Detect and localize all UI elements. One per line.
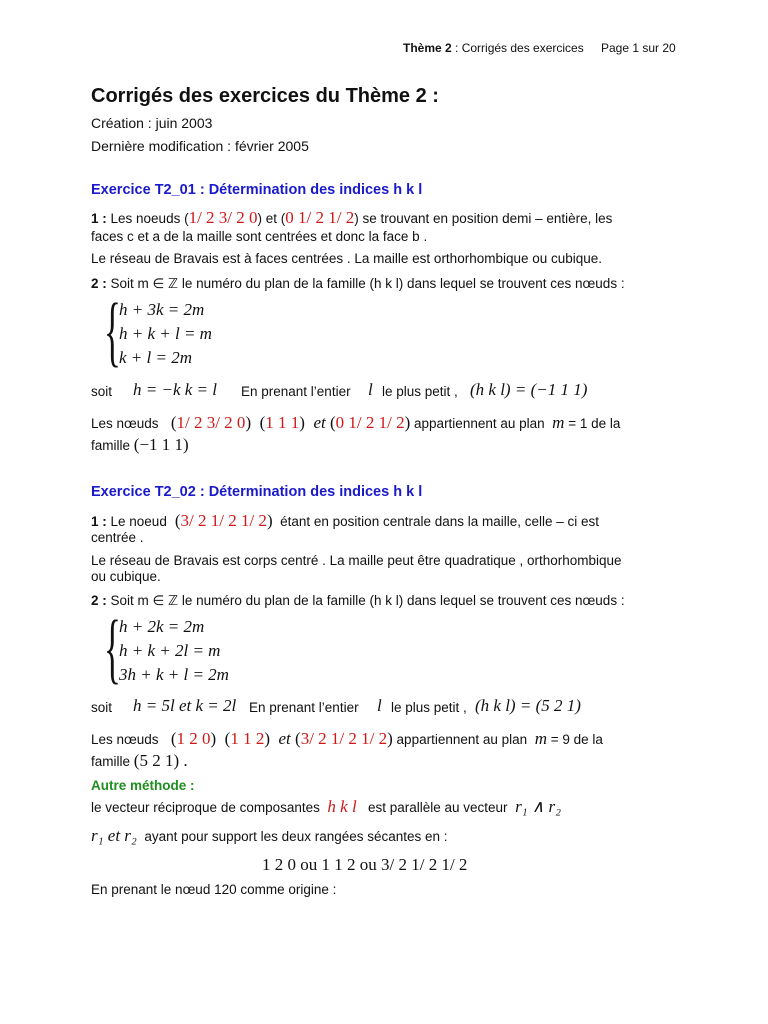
autre-line1-text: le vecteur réciproque de composantes xyxy=(91,800,320,815)
creation-date: Création : juin 2003 xyxy=(91,115,213,131)
ex1-equation-2: h + k + l = m xyxy=(119,324,212,343)
ex1-paragraph-2: Le réseau de Bravais est à faces centrées . La maille est orthorhombique ou cubique. xyxy=(91,251,603,266)
ex1-node-c: 0 1/ 2 1/ 2 xyxy=(335,413,405,432)
autre-vectors: r₁ et r₂ xyxy=(91,826,137,845)
autre-hkl: h k l xyxy=(327,797,357,816)
ex2-system-brace: { xyxy=(104,604,121,691)
ex1-solution: h = −k k = l xyxy=(133,380,217,399)
ex1-paragraph-3 xyxy=(91,276,625,292)
ex2-m-symbol: m xyxy=(534,729,547,748)
ex2-equation-1: h + 2k = 2m xyxy=(119,617,205,636)
autre-methode-heading: Autre méthode : xyxy=(91,778,195,793)
ex1-sol-text: En prenant l’entier xyxy=(241,384,351,399)
ex2-node-c: 3/ 2 1/ 2 1/ 2 xyxy=(300,729,388,748)
ex1-m-value: = 1 de la xyxy=(568,416,621,431)
autre-rows: 1 2 0 ou 1 1 2 ou 3/ 2 1/ 2 1/ 2 xyxy=(262,855,468,874)
ex2-nodes-line: Les nœuds (1 2 0) (1 1 2) et (3/ 2 1/ 2 1/ 2) appartiennent au plan m = 9 de la xyxy=(91,729,603,748)
ex1-famille-label: famille xyxy=(91,438,131,453)
ex1-node-b: 1 1 1 xyxy=(265,413,300,432)
ex1-p1-num: 1 : xyxy=(91,211,107,226)
ex1-m-symbol: m xyxy=(552,413,565,432)
header-theme-bold: Thème 2 xyxy=(403,41,452,55)
autre-line1b: est parallèle au vecteur xyxy=(367,800,508,815)
ex2-sol-text2: le plus petit , xyxy=(391,700,467,715)
ex1-sol-l: l xyxy=(368,380,373,399)
ex1-sol-text2: le plus petit , xyxy=(382,384,458,399)
ex2-p1-b: étant en position centrale dans la maille, celle – ci est xyxy=(280,514,600,529)
autre-line-1 xyxy=(91,797,561,817)
ex1-equation-3: k + l = 2m xyxy=(119,348,192,367)
ex2-equation-3: 3h + k + l = 2m xyxy=(119,665,229,684)
ex2-famille-label: famille xyxy=(91,754,131,769)
ex1-node-2: 0 1/ 2 1/ 2 xyxy=(285,208,355,227)
autre-last-line: En prenant le nœud 120 comme origine : xyxy=(91,882,337,897)
ex1-p1-b: ) et ( xyxy=(257,211,286,226)
ex2-solution: h = 5l et k = 2l xyxy=(133,696,237,715)
ex2-nodes-label: Les nœuds xyxy=(91,732,159,747)
ex2-p1-line2: centrée . xyxy=(91,530,144,545)
ex2-p1-num: 1 : xyxy=(91,514,107,529)
exercise-2-heading: Exercice T2_02 : Détermination des indices h k l xyxy=(91,484,423,500)
ex1-p3-text: Soit m ∈ ℤ le numéro du plan de la famille (h k l) dans lequel se trouvent ces nœuds : xyxy=(106,276,625,291)
ex1-soit: soit xyxy=(91,384,113,399)
ex2-p3-text: Soit m ∈ ℤ le numéro du plan de la famille (h k l) dans lequel se trouvent ces nœuds : xyxy=(106,593,625,608)
ex2-et: et xyxy=(278,729,291,748)
ex2-sol-text: En prenant l’entier xyxy=(249,700,359,715)
ex2-m-value: = 9 de la xyxy=(550,732,603,747)
ex1-nodes-line: Les nœuds (1/ 2 3/ 2 0) (1 1 1) et (0 1/ 2 1/ 2) appartiennent au plan m = 1 de la xyxy=(91,413,621,432)
autre-line-2 xyxy=(91,826,448,846)
ex2-family-line xyxy=(91,751,188,771)
ex2-family-value: (5 2 1) . xyxy=(133,751,188,770)
ex2-hkl-result: (h k l) = (5 2 1) xyxy=(475,696,581,715)
ex1-appart: appartiennent au plan xyxy=(414,416,545,431)
ex2-paragraph-3 xyxy=(91,593,625,609)
ex1-family-value: (−1 1 1) xyxy=(133,435,189,454)
ex2-paragraph-2b: ou cubique. xyxy=(91,569,161,584)
ex1-p1-a: Les noeuds ( xyxy=(106,211,189,226)
ex2-appart: appartiennent au plan xyxy=(396,732,528,747)
ex2-p1-a: Le noeud xyxy=(106,514,167,529)
modification-date: Dernière modification : février 2005 xyxy=(91,138,309,154)
page-title: Corrigés des exercices du Thème 2 : xyxy=(91,85,439,107)
ex1-node-1: 1/ 2 3/ 2 0 xyxy=(188,208,258,227)
ex2-p3-num: 2 : xyxy=(91,593,107,608)
ex2-paragraph-1: 1 : Le noeud (3/ 2 1/ 2 1/ 2) étant en position centrale dans la maille, celle – ci est xyxy=(91,511,600,530)
ex1-paragraph-1 xyxy=(91,208,612,228)
header-theme xyxy=(403,41,584,55)
ex2-node-b: 1 1 2 xyxy=(230,729,265,748)
ex1-p1-c: ) se trouvant en position demi – entière, les xyxy=(354,211,613,226)
ex1-nodes-label: Les nœuds xyxy=(91,416,159,431)
ex1-node-a: 1/ 2 3/ 2 0 xyxy=(176,413,246,432)
exercise-1-heading: Exercice T2_01 : Détermination des indices h k l xyxy=(91,182,423,198)
header-theme-rest: : Corrigés des exercices xyxy=(451,41,584,55)
ex2-equation-2: h + k + 2l = m xyxy=(119,641,221,660)
ex1-et: et xyxy=(313,413,326,432)
autre-cross-product: r₁ ∧ r₂ xyxy=(515,797,562,816)
ex2-sol-l: l xyxy=(377,696,382,715)
ex1-family-line xyxy=(91,435,189,455)
ex1-hkl-result: (h k l) = (−1 1 1) xyxy=(470,380,588,399)
autre-line2b: ayant pour support les deux rangées sécantes en : xyxy=(144,829,448,844)
ex1-p1-line2: faces c et a de la maille sont centrées et donc la face b . xyxy=(91,229,428,244)
ex2-node: 3/ 2 1/ 2 1/ 2 xyxy=(180,511,267,530)
ex2-paragraph-2: Le réseau de Bravais est corps centré . La maille peut être quadratique , orthorhombique xyxy=(91,553,622,568)
ex1-system-brace: { xyxy=(104,287,121,374)
page-number: Page 1 sur 20 xyxy=(601,41,676,55)
ex2-node-a: 1 2 0 xyxy=(176,729,211,748)
ex1-p3-num: 2 : xyxy=(91,276,107,291)
ex1-equation-1: h + 3k = 2m xyxy=(119,300,205,319)
ex2-soit: soit xyxy=(91,700,113,715)
